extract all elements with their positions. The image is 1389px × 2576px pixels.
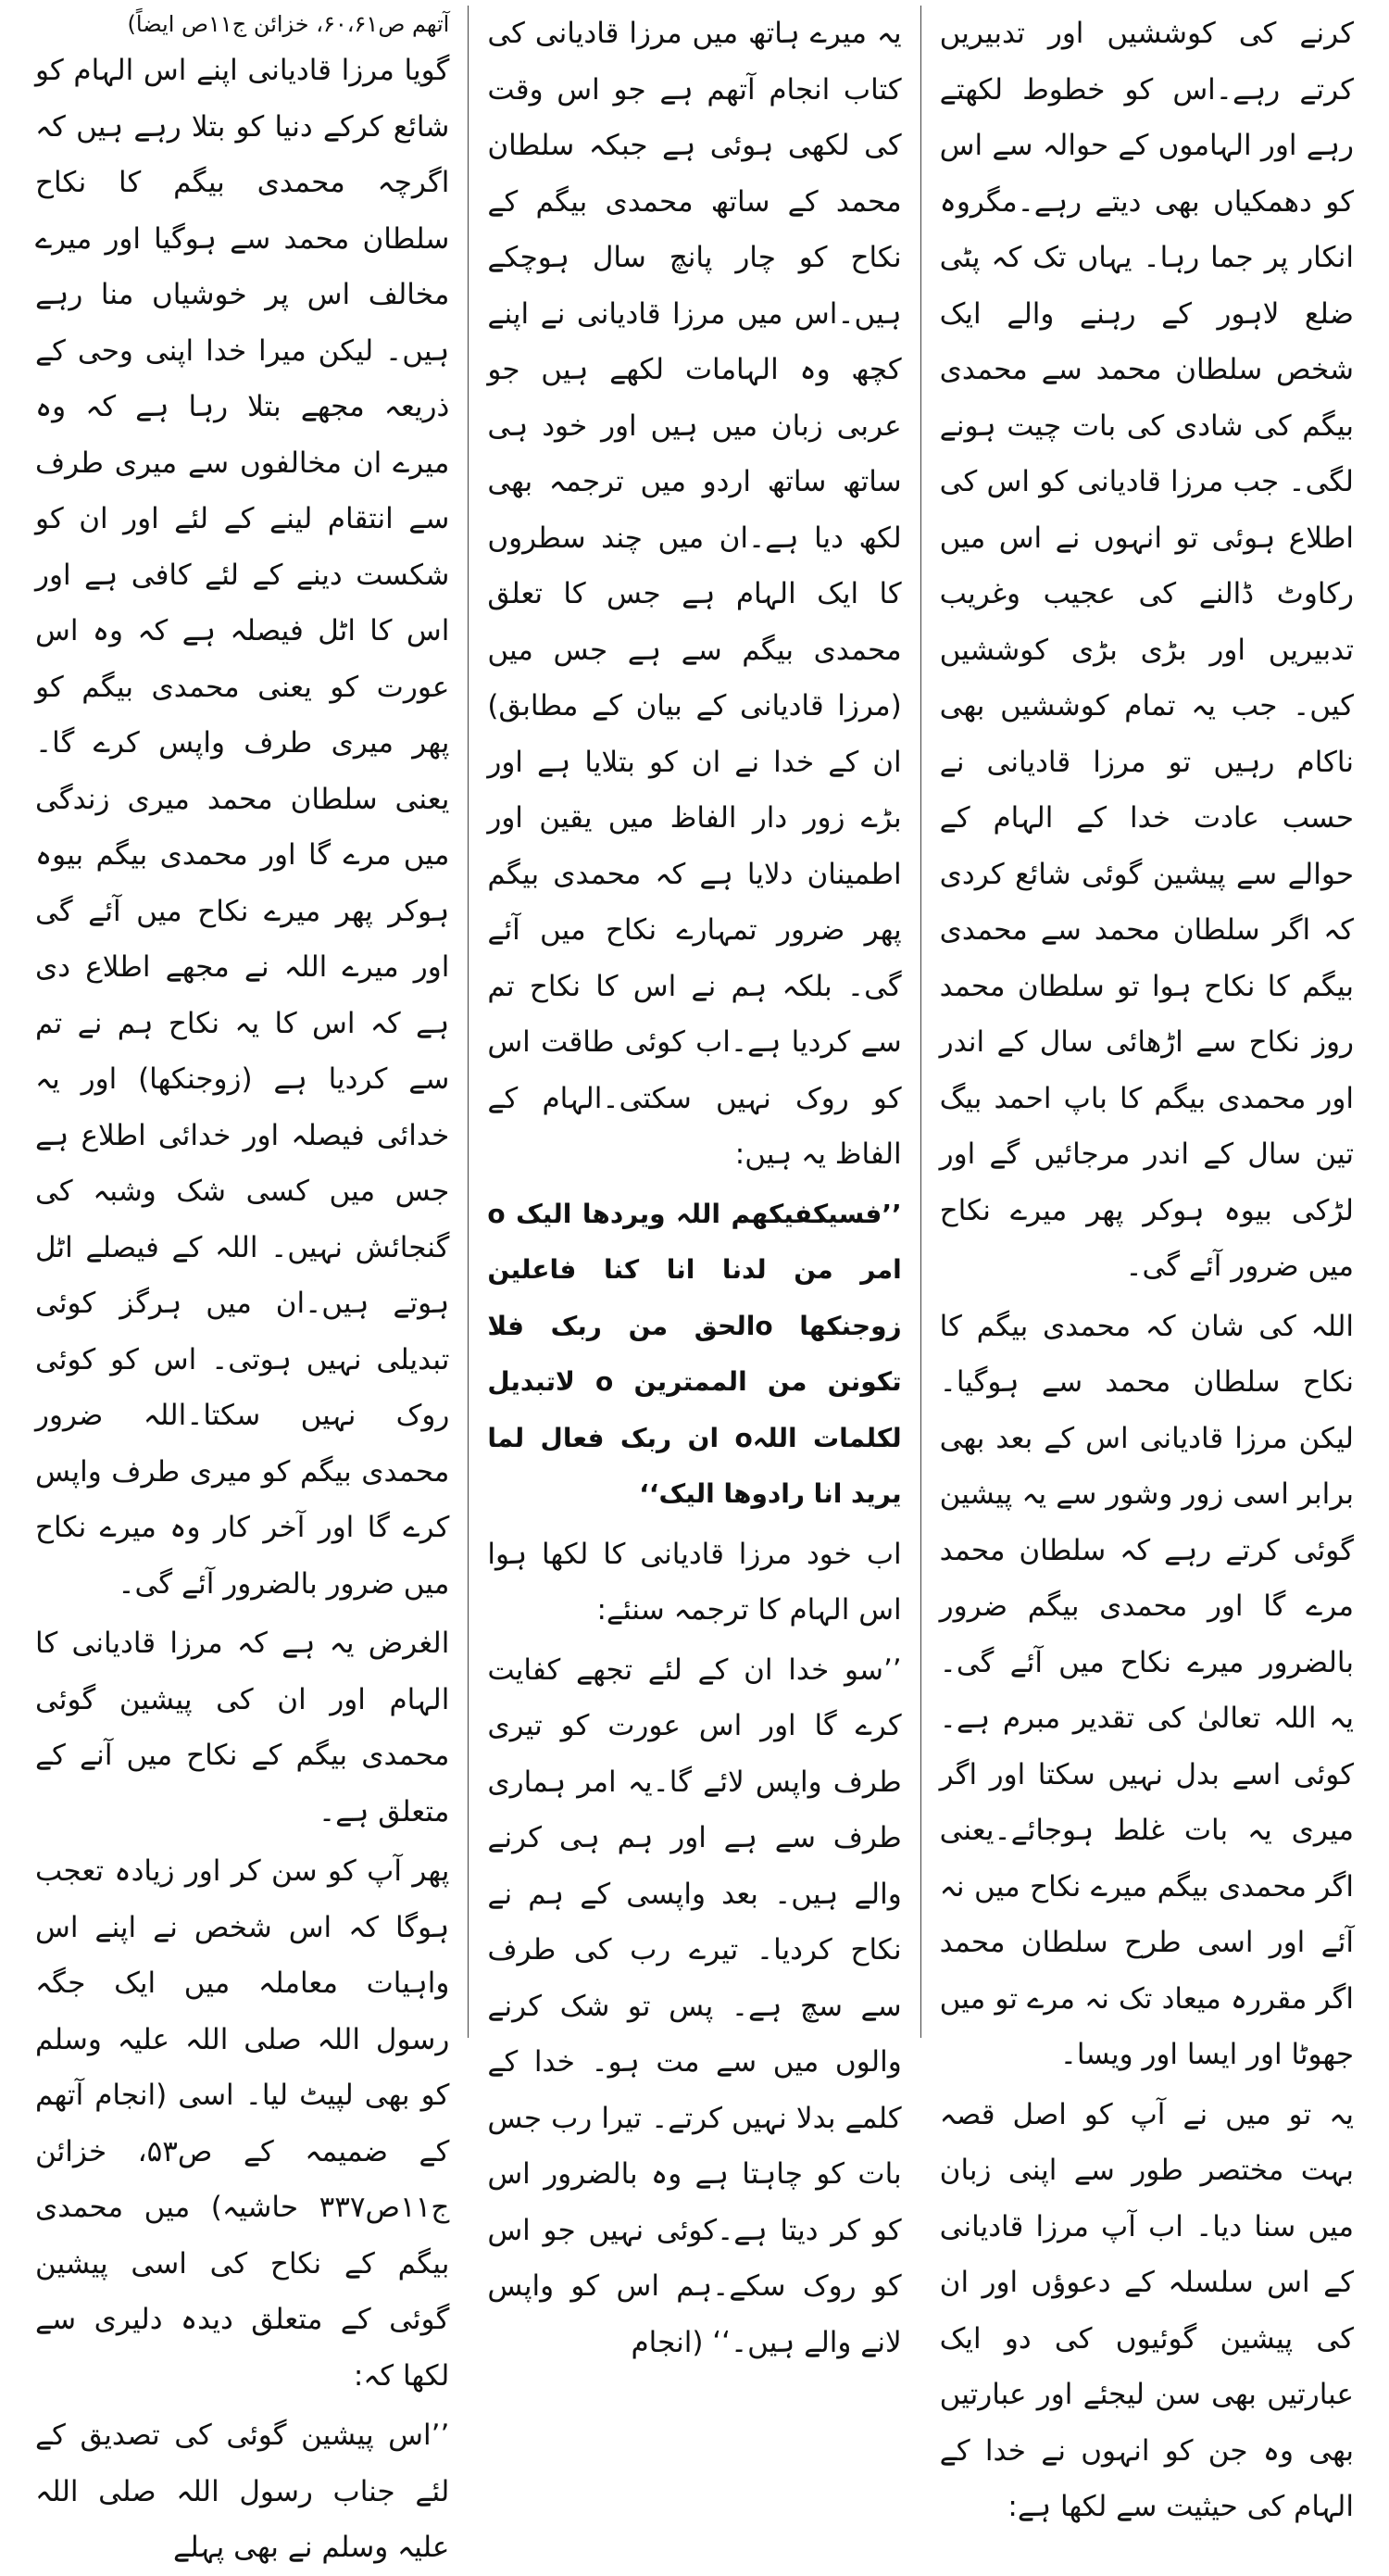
citation-reference: آتھم ص۶۰،۶۱، خزائن ج۱۱ص ایضاً) bbox=[127, 11, 450, 37]
paragraph: پھر آپ کو سن کر اور زیادہ تعجب ہوگا کہ اس شخص نے اپنے اس واہیات معاملہ میں ایک جگہ رسول اللہ صلی اللہ علیہ وسلم کو بھی لپیٹ لیا۔ اسی (انجام آتھم کے ضمیمہ کے ص۵۳، خزائن ج۱۱ص۳۳۷ حاشیہ) میں محمدی بیگم کے نکاح کی اسی پیشین گوئی کے متعلق دیدہ دلیری سے لکھا کہ: bbox=[35, 1854, 450, 2393]
translation-quotation: ’’سو خدا ان کے لئے تجھے کفایت کرے گا اور اس عورت کو تیری طرف واپس لائے گا۔یہ امر ہماری طرف سے ہے اور ہم ہی کرنے والے ہیں۔ بعد واپسی کے ہم نے نکاح کردیا۔ تیرے رب کی طرف سے سچ ہے۔ پس تو شک کرنے والوں میں سے مت ہو۔ خدا کے کلمے بدلا نہیں کرتے۔ تیرا رب جس بات کو چاہتا ہے وہ بالضرور اس کو کر دیتا ہے۔کوئی نہیں جو اس کو روک سکے۔ہم اس کو واپس لانے والے ہیں۔‘‘ (انجام bbox=[487, 1652, 902, 2359]
paragraph: یہ میرے ہاتھ میں مرزا قادیانی کی کتاب انجام آتھم ہے جو اس وقت کی لکھی ہوئی ہے جبکہ سلطان محمد کے ساتھ محمدی بیگم کے نکاح کو چار پانچ سال ہوچکے ہیں۔اس میں مرزا قادیانی نے اپنے کچھ وہ الہامات لکھے ہیں جو عربی زبان میں ہیں اور خود ہی ساتھ ساتھ اردو میں ترجمہ بھی لکھ دیا ہے۔ان میں چند سطروں کا ایک الہام ہے جس کا تعلق محمدی بیگم سے ہے جس میں (مرزا قادیانی کے بیان کے مطابق) ان کے خدا نے ان کو بتلایا ہے اور بڑے زور دار الفاظ میں یقین اور اطمینان دلایا ہے کہ محمدی بیگم پھر ضرور تمہارے نکاح میں آئے گی۔ بلکہ ہم نے اس کا نکاح تم سے کردیا ہے۔اب کوئی طاقت اس کو روک نہیں سکتی۔الہام کے الفاظ یہ ہیں: bbox=[487, 17, 902, 1171]
column-middle bbox=[469, 6, 920, 2359]
column-left bbox=[17, 6, 469, 2564]
paragraph: کرنے کی کوششیں اور تدبیریں کرتے رہے۔اس کو خطوط لکھتے رہے اور الہاموں کے حوالہ سے اس کو دھمکیاں بھی دیتے رہے۔مگروہ انکار پر جما رہا۔ یہاں تک کہ پٹی ضلع لاہور کے رہنے والے ایک شخص سلطان محمد سے محمدی بیگم کی شادی کی بات چیت ہونے لگی۔ جب مرزا قادیانی کو اس کی اطلاع ہوئی تو انہوں نے اس میں رکاوٹ ڈالنے کی عجیب وغریب تدبیریں اور بڑی بڑی کوششیں کیں۔ جب یہ تمام کوششیں بھی ناکام رہیں تو مرزا قادیانی نے حسب عادت خدا کے الہام کے حوالے سے پیشین گوئی شائع کردی کہ اگر سلطان محمد سے محمدی بیگم کا نکاح ہوا تو سلطان محمد روز نکاح سے اڑھائی سال کے اندر اور محمدی بیگم کا باپ احمد بیگ تین سال کے اندر مرجائیں گے اور لڑکی بیوہ ہوکر پھر میرے نکاح میں ضرور آئے گی۔ bbox=[939, 17, 1354, 1283]
column-right bbox=[921, 6, 1372, 2523]
paragraph: اب خود مرزا قادیانی کا لکھا ہوا اس الہام کا ترجمہ سنئے: bbox=[487, 1537, 902, 1627]
paragraph: گویا مرزا قادیانی اپنے اس الہام کو شائع کرکے دنیا کو بتلا رہے ہیں کہ اگرچہ محمدی بیگم کا نکاح سلطان محمد سے ہوگیا اور میرے مخالف اس پر خوشیاں منا رہے ہیں۔ لیکن میرا خدا اپنی وحی کے ذریعہ مجھے بتلا رہا ہے کہ وہ میرے ان مخالفوں سے میری طرف سے انتقام لینے کے لئے اور ان کو شکست دینے کے لئے کافی ہے اور اس کا اٹل فیصلہ ہے کہ وہ اس عورت کو یعنی محمدی بیگم کو پھر میری طرف واپس کرے گا۔یعنی سلطان محمد میری زندگی میں مرے گا اور محمدی بیگم بیوہ ہوکر پھر میرے نکاح میں آئے گی اور میرے اللہ نے مجھے اطلاع دی ہے کہ اس کا یہ نکاح ہم نے تم سے کردیا ہے (زوجنکھا) اور یہ خدائی فیصلہ اور خدائی اطلاع ہے جس میں کسی شک وشبہ کی گنجائش نہیں۔ اللہ کے فیصلے اٹل ہوتے ہیں۔ان میں ہرگز کوئی تبدیلی نہیں ہوتی۔ اس کو کوئی روک نہیں سکتا۔اللہ ضرور محمدی بیگم کو میری طرف واپس کرے گا اور آخر کار وہ میرے نکاح میں ضرور بالضرور آئے گی۔ bbox=[35, 54, 450, 1601]
paragraph: الغرض یہ ہے کہ مرزا قادیانی کا الہام اور ان کی پیشین گوئی محمدی بیگم کے نکاح میں آنے کے متعلق ہے۔ bbox=[35, 1627, 450, 1828]
paragraph: اللہ کی شان کہ محمدی بیگم کا نکاح سلطان محمد سے ہوگیا۔لیکن مرزا قادیانی اس کے بعد بھی برابر اسی زور وشور سے یہ پیشین گوئی کرتے رہے کہ سلطان محمد مرے گا اور محمدی بیگم ضرور بالضرور میرے نکاح میں آئے گی۔ یہ اللہ تعالیٰ کی تقدیر مبرم ہے۔کوئی اسے بدل نہیں سکتا اور اگر میری یہ بات غلط ہوجائے۔یعنی اگر محمدی بیگم میرے نکاح میں نہ آئے اور اسی طرح سلطان محمد اگر مقررہ میعاد تک نہ مرے تو میں جھوٹا اور ایسا اور ویسا۔ bbox=[939, 1309, 1354, 2071]
paragraph: یہ تو میں نے آپ کو اصل قصہ بہت مختصر طور سے اپنی زبان میں سنا دیا۔ اب آپ مرزا قادیانی کے اس سلسلہ کے دعوؤں اور ان کی پیشین گوئیوں کی دو ایک عبارتیں بھی سن لیجئے اور عبارتیں بھی وہ جن کو انہوں نے خدا کے الہام کی حیثیت سے لکھا ہے: bbox=[939, 2097, 1354, 2523]
quotation-start: ’’اس پیشین گوئی کی تصدیق کے لئے جناب رسول اللہ صلی اللہ علیہ وسلم نے بھی پہلے bbox=[35, 2419, 450, 2564]
arabic-quotation: ’’فسیکفیکھم اللہ ویردھا الیک o امر من لدنا انا کنا فاعلین زوجنکھا oالحق من ربک فلا تکونن من الممترین o لاتبدیل لکلمات اللہo ان ربک فعال لما یرید انا رادوھا الیک‘‘ bbox=[487, 1198, 902, 1509]
